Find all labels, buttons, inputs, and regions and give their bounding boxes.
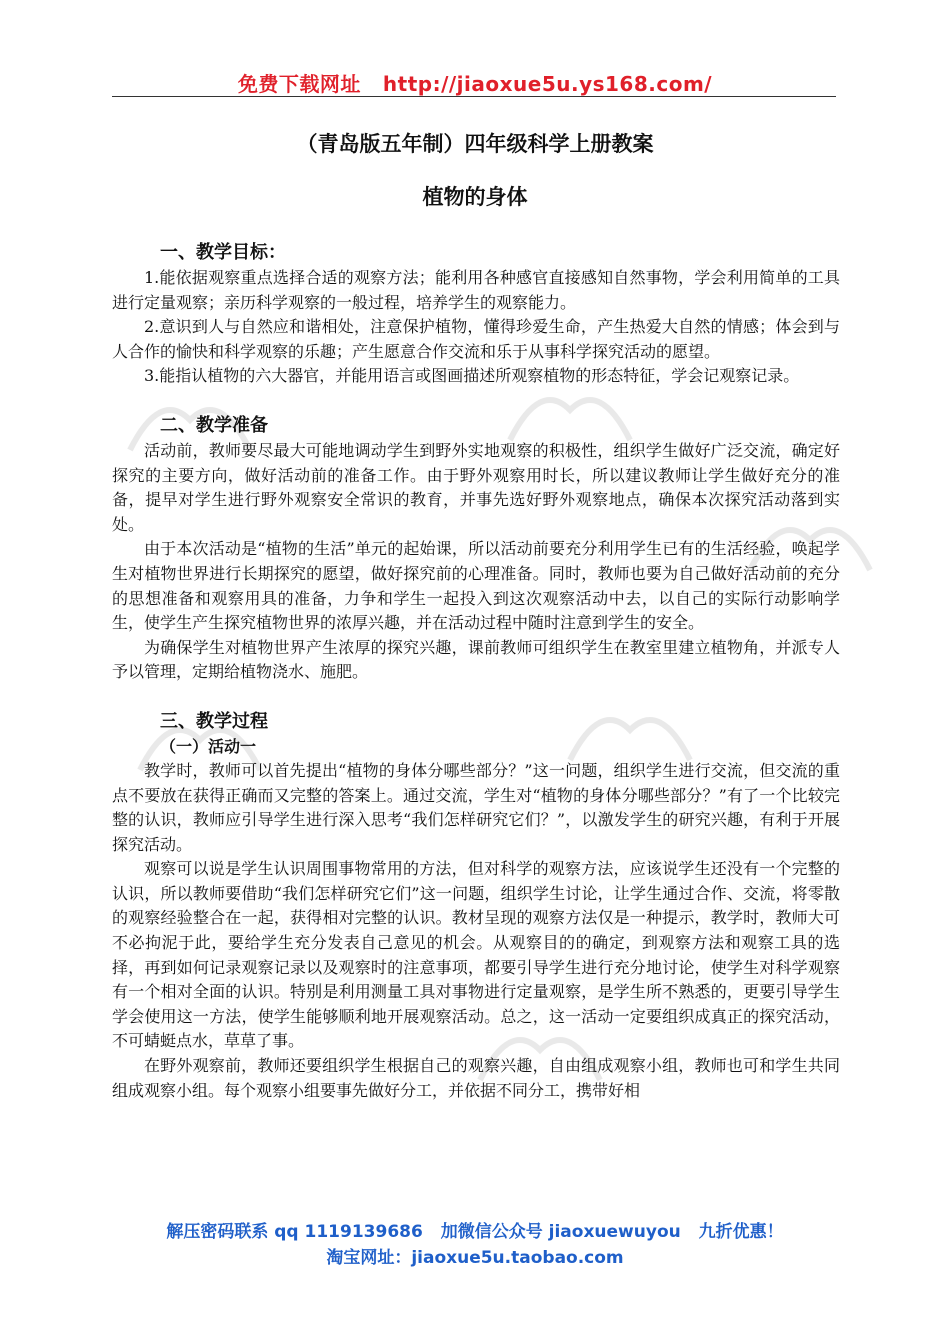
document-subtitle: 植物的身体 (422, 185, 528, 209)
process-paragraph: 观察可以说是学生认识周围事物常用的方法，但对科学的观察方法，应该说学生还没有一个完整的认识，所以教师要借助“我们怎样研究它们”这一问题，组织学生讨论，让学生通过合作、交流，将零散的观察经验整合在一起，获得相对完整的认识。教材呈现的观察方法仅是一种提示，教学时，教师大可不必拘泥于此，要给学生充分发表自己意见的机会。从观察目的的确定，到观察方法和观察工具的选择，再到如何记录观察记录以及观察时的注意事项，都要引导学生进行充分地讨论，使学生对科学观察有一个相对全面的认识。特别是利用测量工具对事物进行定量观察，是学生所不熟悉的，更要引导学生学会使用这一方法，使学生能够顺利地开展观察活动。总之，这一活动一定要组织成真正的探究活动，不可蜻蜓点水，草草了事。 (112, 859, 840, 1051)
header-label: 免费下载网址 (237, 72, 361, 96)
footer-taobao-link[interactable]: 淘宝网址：jiaoxue5u.taobao.com (326, 1248, 624, 1268)
header-divider (112, 96, 836, 97)
process-paragraph: 在野外观察前，教师还要组织学生根据自己的观察兴趣，自由组成观察小组，教师也可和学生共同组成观察小组。每个观察小组要事先做好分工，并依据不同分工，携带好相 (112, 1056, 840, 1100)
section-heading-process: 三、教学过程 (160, 710, 268, 732)
section-heading-prep: 二、教学准备 (160, 414, 268, 436)
footer-discount: 九折优惠！ (698, 1222, 784, 1242)
footer-wechat: 加微信公众号 jiaoxuewuyou (440, 1222, 681, 1242)
header-url[interactable]: http://jiaoxue5u.ys168.com/ (382, 72, 713, 96)
document-body (112, 240, 840, 1103)
process-paragraph: 教学时，教师可以首先提出“植物的身体分哪些部分？”这一问题，组织学生进行交流，但交流的重点不要放在获得正确而又完整的答案上。通过交流，学生对“植物的身体分哪些部分？”有了一个比较完整的认识，教师应引导学生进行深入思考“我们怎样研究它们？”，以激发学生的研究兴趣，有利于开展探究活动。 (112, 760, 840, 854)
footer-contact-line (0, 1217, 950, 1242)
goal-item: 1.能依据观察重点选择合适的观察方法；能利用各种感官直接感知自然事物，学会利用简单的工具进行定量观察；亲历科学观察的一般过程，培养学生的观察能力。 (112, 268, 840, 312)
prep-paragraph: 活动前，教师要尽最大可能地调动学生到野外实地观察的积极性，组织学生做好广泛交流，确定好探究的主要方向，做好活动前的准备工作。由于野外观察用时长，所以建议教师让学生做好充分的准备，提早对学生进行野外观察安全常识的教育，并事先选好野外观察地点，确保本次探究活动落到实处。 (112, 440, 840, 534)
footer-contact: 解压密码联系 qq 1119139686 (166, 1222, 423, 1242)
prep-paragraph: 由于本次活动是“植物的生活”单元的起始课，所以活动前要充分利用学生已有的生活经验，唤起学生对植物世界进行长期探究的愿望，做好探究前的心理准备。同时，教师也要为自己做好活动前的充分的思想准备和观察用具的准备，力争和学生一起投入到这次观察活动中去，以自己的实际行动影响学生，使学生产生探究植物世界的浓厚兴趣，并在活动过程中随时注意到学生的安全。 (112, 539, 840, 633)
section-heading-goals: 一、教学目标： (160, 242, 286, 263)
subsection-heading-activity-one: （一）活动一 (160, 736, 257, 756)
goal-item: 2.意识到人与自然应和谐相处，注意保护植物，懂得珍爱生命，产生热爱大自然的情感；体会到与人合作的愉快和科学观察的乐趣；产生愿意合作交流和乐于从事科学探究活动的愿望。 (112, 317, 840, 361)
header-download-link[interactable] (0, 68, 950, 97)
document-title: （青岛版五年制）四年级科学上册教案 (296, 132, 654, 156)
goal-item: 3.能指认植物的六大器官，并能用语言或图画描述所观察植物的形态特征，学会记观察记录。 (144, 366, 800, 386)
prep-paragraph: 为确保学生对植物世界产生浓厚的探究兴趣，课前教师可组织学生在教室里建立植物角，并派专人予以管理，定期给植物浇水、施肥。 (112, 637, 840, 682)
